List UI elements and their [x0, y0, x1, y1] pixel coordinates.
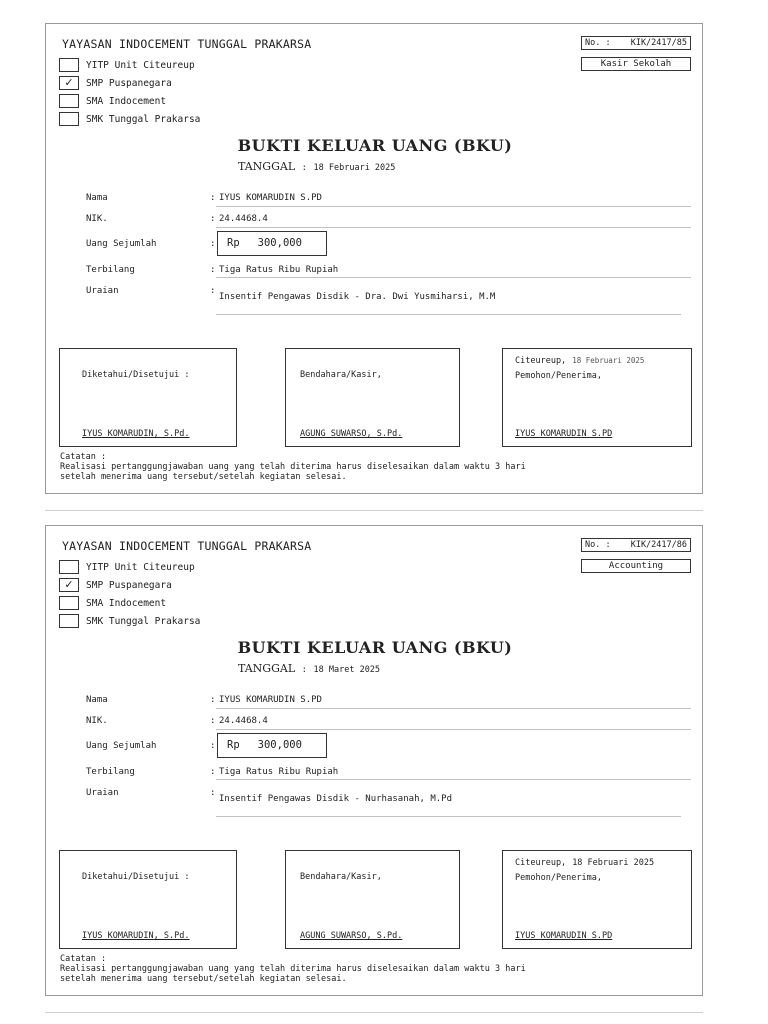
amount-value: 300,000: [257, 739, 302, 751]
voucher-number-label: No. :: [585, 38, 611, 48]
field-underline: [216, 816, 681, 817]
unit-option-yitp[interactable]: [59, 559, 195, 575]
field-label-uang: Uang Sejumlah: [86, 239, 157, 249]
field-colon: :: [210, 767, 216, 777]
recipient-name: IYUS KOMARUDIN S.PD: [515, 429, 613, 439]
approver-name: IYUS KOMARUDIN, S.Pd.: [82, 429, 190, 439]
unit-option-yitp[interactable]: [59, 57, 195, 73]
document-title: BUKTI KELUAR UANG (BKU): [237, 638, 513, 657]
recipient-role: Pemohon/Penerima,: [515, 873, 602, 883]
date-colon: :: [301, 665, 307, 675]
field-colon: :: [210, 695, 216, 705]
recipient-place-date: [515, 858, 654, 868]
field-underline: [216, 227, 691, 228]
cashier-label: Bendahara/Kasir,: [300, 872, 382, 882]
amount-box: [217, 231, 327, 256]
field-label-uraian: Uraian: [86, 788, 119, 798]
unit-label: YITP Unit Citeureup: [86, 561, 195, 573]
field-label-terbilang: Terbilang: [86, 767, 135, 777]
checkbox[interactable]: [59, 614, 79, 628]
field-underline: [216, 314, 681, 315]
checkbox-checked[interactable]: ✓: [59, 76, 79, 90]
document-title: BUKTI KELUAR UANG (BKU): [237, 136, 513, 155]
signature-box-recipient: [502, 850, 692, 949]
checkbox[interactable]: [59, 58, 79, 72]
unit-label: SMP Puspanegara: [86, 77, 172, 89]
sign-date: 18 Februari 2025: [572, 356, 645, 365]
checkbox[interactable]: [59, 596, 79, 610]
unit-option-smp[interactable]: [59, 75, 172, 91]
field-value-uraian: Insentif Pengawas Disdik - Dra. Dwi Yusmiharsi, M.M: [219, 292, 496, 302]
field-value-uraian: Insentif Pengawas Disdik - Nurhasanah, M.Pd: [219, 794, 452, 804]
date-row: [238, 662, 380, 675]
amount-value: 300,000: [257, 237, 302, 249]
date-row: [238, 160, 395, 173]
cashier-label: Bendahara/Kasir,: [300, 370, 382, 380]
field-colon: :: [210, 788, 216, 798]
date-label: TANGGAL: [238, 160, 296, 173]
field-underline: [216, 277, 691, 278]
field-label-nama: Nama: [86, 193, 108, 203]
field-value-nik: 24.4468.4: [219, 716, 268, 726]
place: Citeureup,: [515, 858, 567, 868]
field-colon: :: [210, 193, 216, 203]
voucher-number-box: [581, 538, 691, 552]
field-label-nik: NIK.: [86, 214, 108, 224]
field-underline: [216, 729, 691, 730]
checkbox[interactable]: [59, 94, 79, 108]
signature-box-approver: [59, 348, 237, 447]
unit-option-sma[interactable]: [59, 595, 166, 611]
voucher-1: [45, 23, 703, 494]
field-colon: :: [210, 286, 216, 296]
signature-box-cashier: [285, 850, 460, 949]
unit-label: SMA Indocement: [86, 95, 167, 107]
separator-line: [45, 510, 703, 511]
date-value: 18 Maret 2025: [313, 665, 381, 675]
unit-option-smk[interactable]: [59, 613, 200, 629]
recipient-place-date: [515, 356, 644, 366]
field-label-nama: Nama: [86, 695, 108, 705]
field-value-nik: 24.4468.4: [219, 214, 268, 224]
checkbox[interactable]: [59, 112, 79, 126]
signature-box-cashier: [285, 348, 460, 447]
copy-label: Accounting: [581, 559, 691, 573]
unit-option-sma[interactable]: [59, 93, 166, 109]
place: Citeureup,: [515, 356, 567, 366]
org-name: YAYASAN INDOCEMENT TUNGGAL PRAKARSA: [62, 37, 312, 51]
voucher-number-box: [581, 36, 691, 50]
voucher-number-label: No. :: [585, 540, 611, 550]
field-colon: :: [210, 265, 216, 275]
voucher-number: KIK/2417/85: [630, 38, 687, 48]
field-underline: [216, 708, 691, 709]
unit-option-smk[interactable]: [59, 111, 200, 127]
unit-label: SMP Puspanegara: [86, 579, 172, 591]
field-value-nama: IYUS KOMARUDIN S.PD: [219, 193, 322, 203]
field-colon: :: [210, 741, 216, 751]
separator-line: [45, 1012, 703, 1013]
field-label-uraian: Uraian: [86, 286, 119, 296]
voucher-number: KIK/2417/86: [630, 540, 687, 550]
field-label-nik: NIK.: [86, 716, 108, 726]
amount-box: [217, 733, 327, 758]
cashier-name: AGUNG SUWARSO, S.Pd.: [300, 429, 403, 439]
unit-option-smp[interactable]: [59, 577, 172, 593]
field-colon: :: [210, 239, 216, 249]
date-label: TANGGAL: [238, 662, 296, 675]
notes: Catatan : Realisasi pertanggungjawaban uang yang telah diterima harus diselesaikan dalam waktu 3 hari setelah menerima uang tersebut/setelah kegiatan selesai.: [60, 954, 526, 984]
field-label-terbilang: Terbilang: [86, 265, 135, 275]
date-colon: :: [301, 163, 307, 173]
currency: Rp: [227, 739, 240, 751]
recipient-name: IYUS KOMARUDIN S.PD: [515, 931, 613, 941]
copy-label: Kasir Sekolah: [581, 57, 691, 71]
approver-label: Diketahui/Disetujui :: [82, 872, 190, 882]
currency: Rp: [227, 237, 240, 249]
field-underline: [216, 779, 691, 780]
unit-label: YITP Unit Citeureup: [86, 59, 195, 71]
signature-box-approver: [59, 850, 237, 949]
field-colon: :: [210, 214, 216, 224]
field-underline: [216, 206, 691, 207]
field-label-uang: Uang Sejumlah: [86, 741, 157, 751]
org-name: YAYASAN INDOCEMENT TUNGGAL PRAKARSA: [62, 539, 312, 553]
recipient-role: Pemohon/Penerima,: [515, 371, 602, 381]
unit-label: SMK Tunggal Prakarsa: [86, 615, 201, 627]
date-value: 18 Februari 2025: [313, 163, 396, 173]
voucher-2: [45, 525, 703, 996]
field-value-nama: IYUS KOMARUDIN S.PD: [219, 695, 322, 705]
approver-name: IYUS KOMARUDIN, S.Pd.: [82, 931, 190, 941]
approver-label: Diketahui/Disetujui :: [82, 370, 190, 380]
checkbox[interactable]: [59, 560, 79, 574]
unit-label: SMA Indocement: [86, 597, 167, 609]
unit-label: SMK Tunggal Prakarsa: [86, 113, 201, 125]
checkbox-checked[interactable]: ✓: [59, 578, 79, 592]
field-value-terbilang: Tiga Ratus Ribu Rupiah: [219, 767, 339, 777]
cashier-name: AGUNG SUWARSO, S.Pd.: [300, 931, 403, 941]
field-value-terbilang: Tiga Ratus Ribu Rupiah: [219, 265, 339, 275]
sign-date: 18 Februari 2025: [572, 858, 655, 868]
field-colon: :: [210, 716, 216, 726]
notes: Catatan : Realisasi pertanggungjawaban uang yang telah diterima harus diselesaikan dalam waktu 3 hari setelah menerima uang tersebut/setelah kegiatan selesai.: [60, 452, 526, 482]
signature-box-recipient: [502, 348, 692, 447]
